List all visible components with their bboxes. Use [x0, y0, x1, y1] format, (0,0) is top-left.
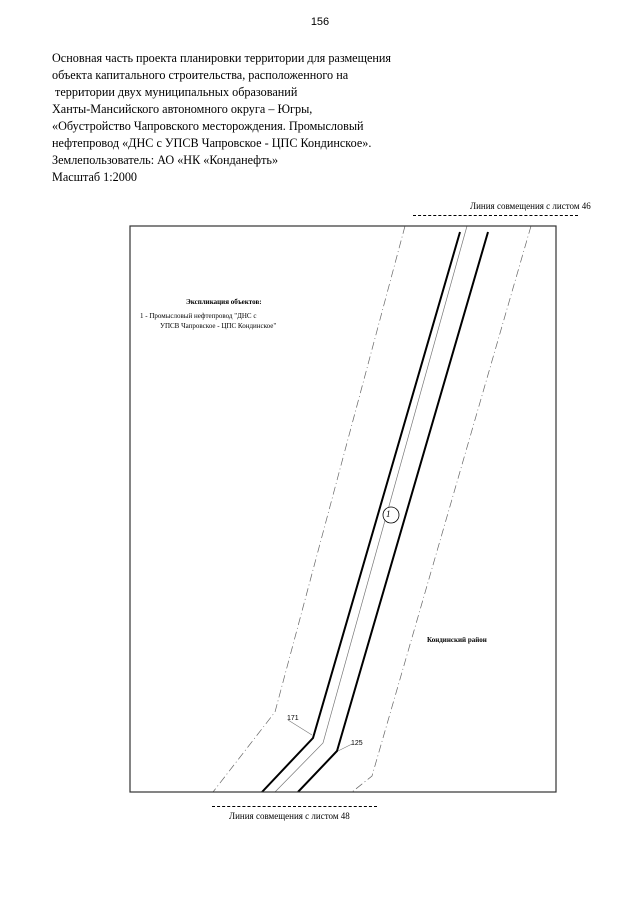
point-label-125: 125: [351, 740, 363, 747]
header-line: Масштаб 1:2000: [52, 170, 138, 184]
header-line: объекта капитального строительства, расположенного на: [52, 68, 349, 82]
header-line: территории двух муниципальных образований: [52, 85, 298, 99]
header-line: «Обустройство Чапровского месторождения. Промысловый: [52, 119, 364, 133]
pipeline-centerline: [275, 226, 467, 792]
legend-item: УПСВ Чапровское - ЦПС Кондинское": [160, 322, 277, 330]
join-line-bottom-label: Линия совмещения с листом 48: [229, 811, 350, 821]
header-line: нефтепровод «ДНС с УПСВ Чапровское - ЦПС Кондинское».: [52, 136, 372, 150]
header-line: Основная часть проекта планировки территории для размещения: [52, 51, 392, 65]
object-marker: 1: [386, 509, 391, 519]
legend-title: Экспликация объектов:: [186, 298, 262, 306]
corridor-left: [262, 232, 460, 792]
join-line-top-label: Линия совмещения с листом 46: [470, 201, 591, 211]
page-number: 156: [310, 16, 330, 28]
district-label: Кондинский район: [427, 636, 487, 644]
legend-item: 1 - Промысловый нефтепровод "ДНС с: [140, 312, 257, 320]
header-line: Землепользователь: АО «НК «Конданефть»: [52, 153, 279, 167]
header-line: Ханты-Мансийского автономного округа – Югры,: [52, 102, 313, 116]
point-label-171: 171: [287, 715, 299, 722]
